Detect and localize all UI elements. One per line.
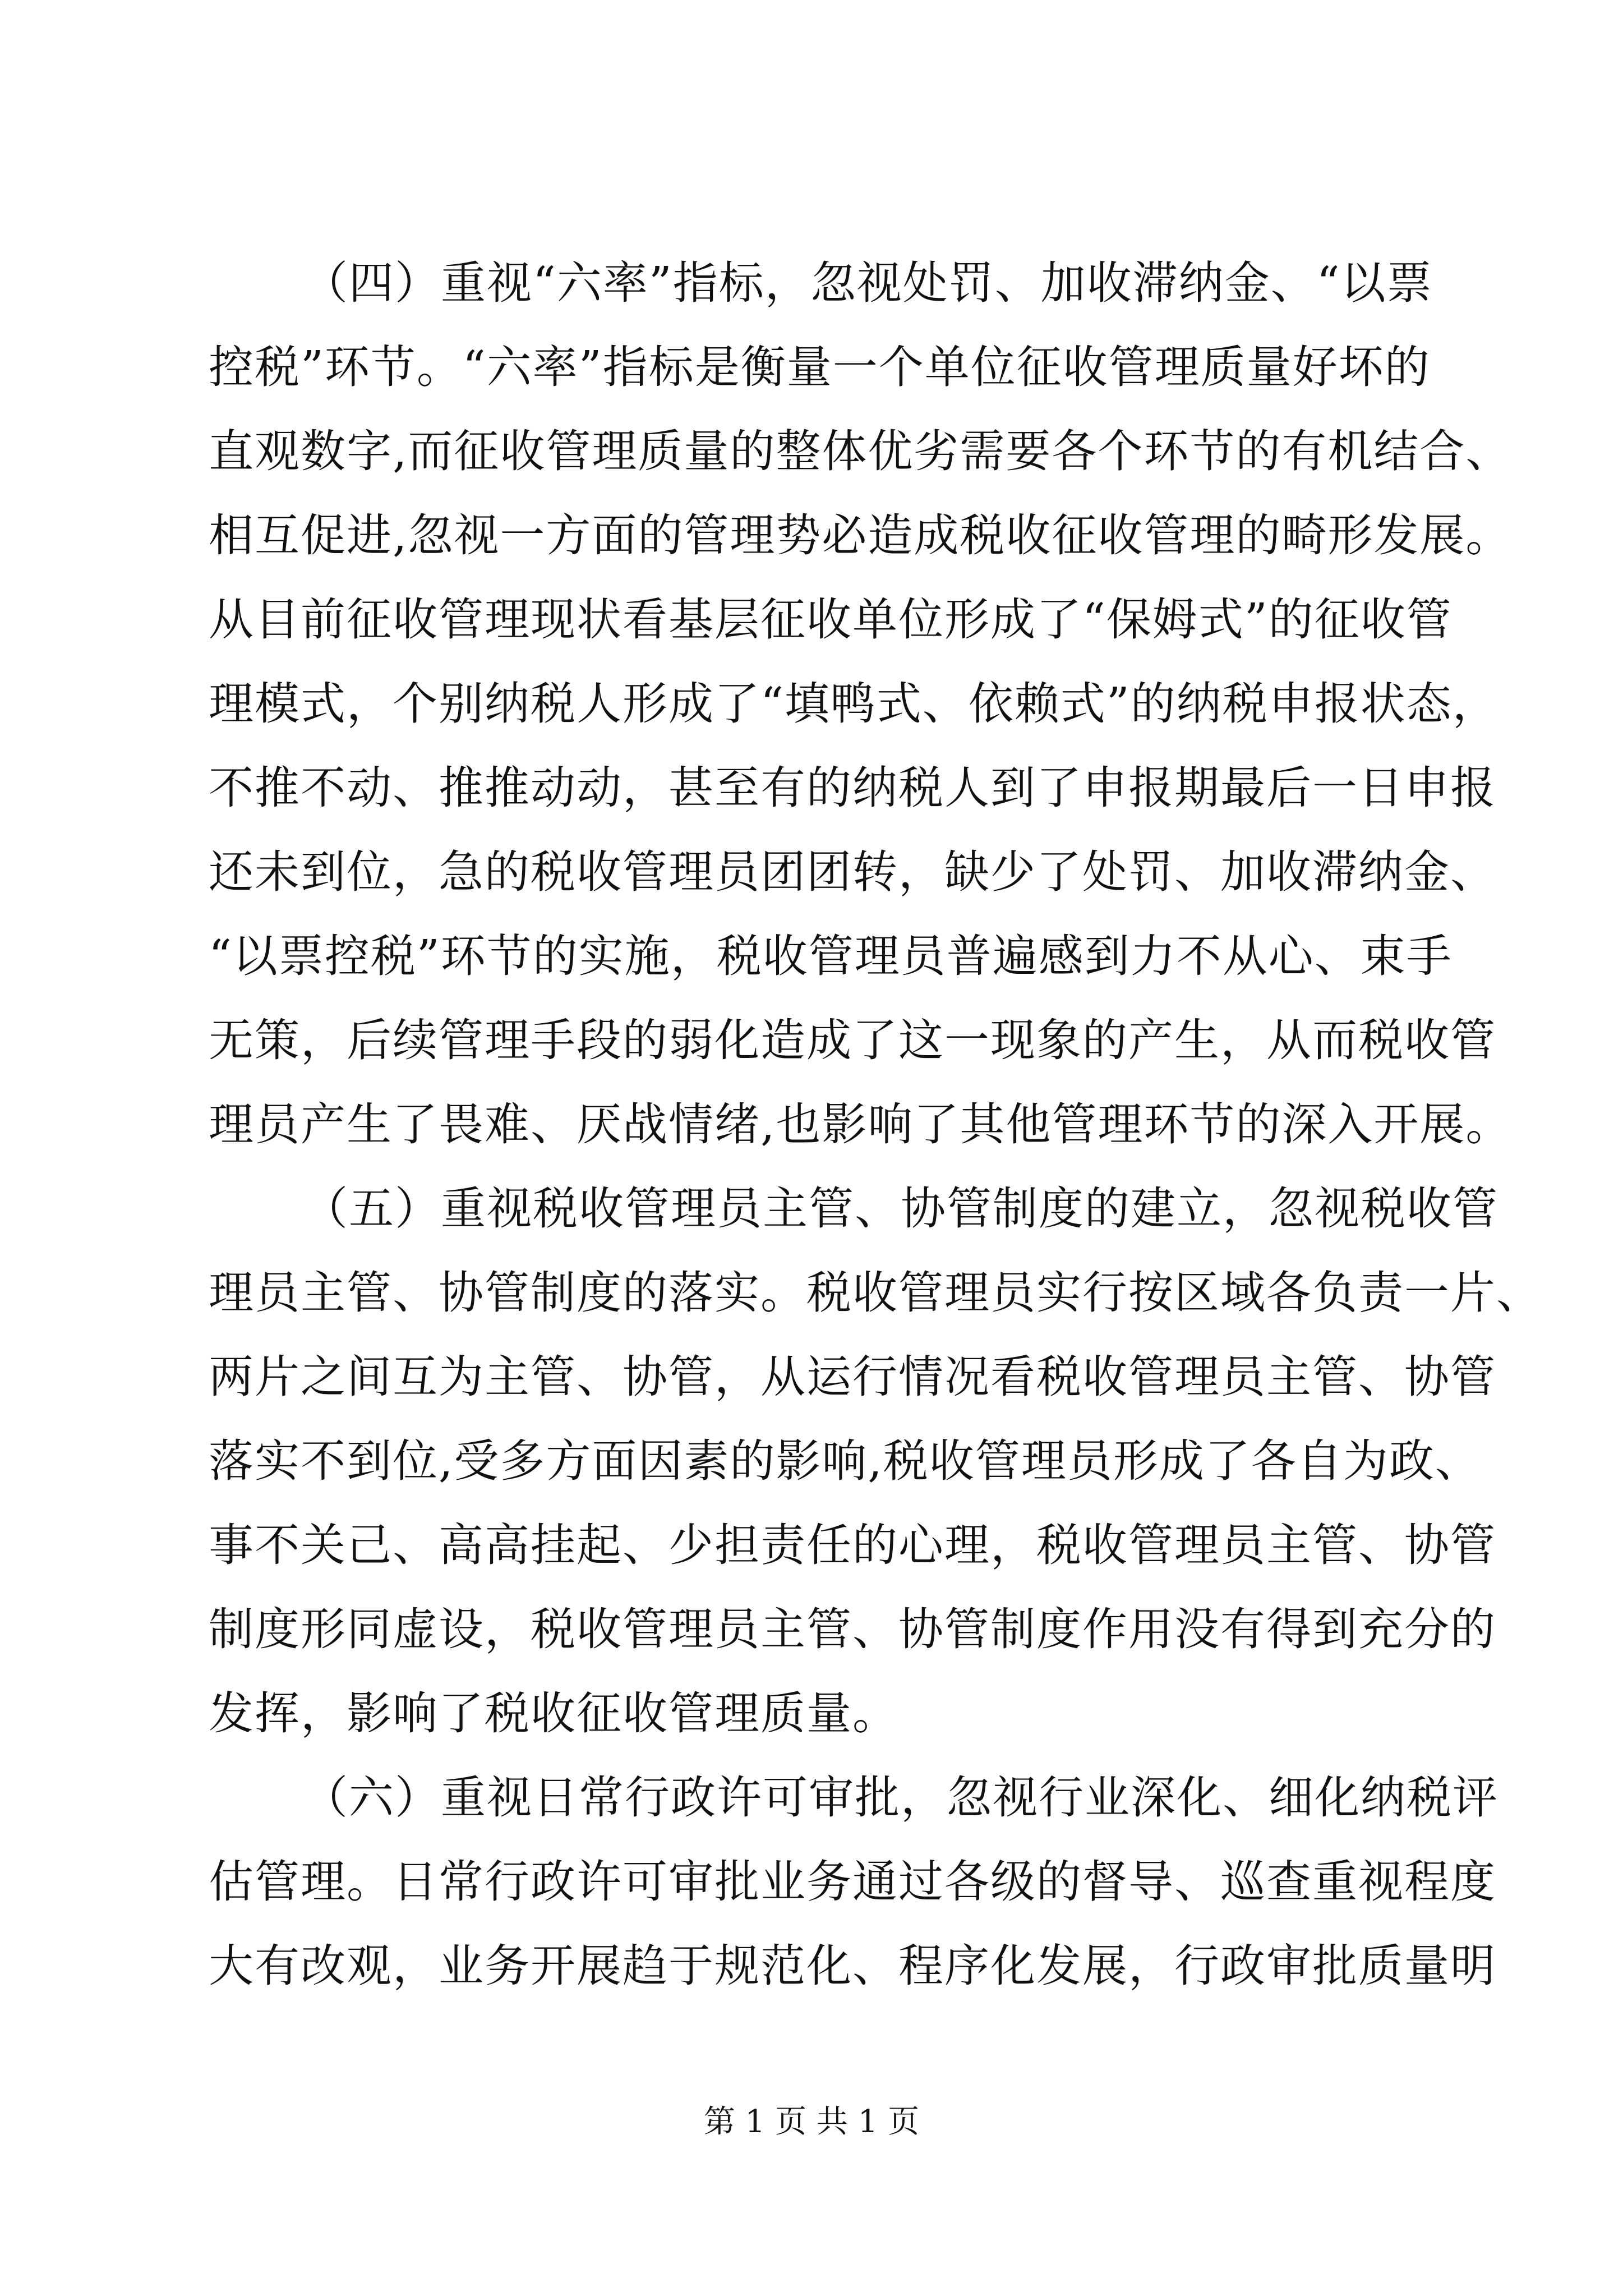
paragraph-4-line: 理模式，个别纳税人形成了“填鸭式、依赖式”的纳税申报状态， <box>209 678 1498 730</box>
page-number-footer: 第 1 页 共 1 页 <box>703 2104 920 2140</box>
paragraph-5-heading-line: （五）重视税收管理员主管、协管制度的建立，忽视税收管 <box>303 1182 1498 1235</box>
paragraph-4-line: 不推不动、推推动动，甚至有的纳税人到了申报期最后一日申报 <box>209 762 1496 814</box>
paragraph-4-line: 从目前征收管理现状看基层征收单位形成了“保姆式”的征收管 <box>209 593 1453 646</box>
paragraph-4-line: “以票控税”环节的实施，税收管理员普遍感到力不从心、束手 <box>209 930 1453 982</box>
paragraph-6-line: 大有改观，业务开展趋于规范化、程序化发展，行政审批质量明 <box>209 1940 1496 1992</box>
paragraph-4-line: 直观数字,而征收管理质量的整体优劣需要各个环节的有机结合、 <box>209 425 1512 477</box>
paragraph-6-line: 估管理。日常行政许可审批业务通过各级的督导、巡查重视程度 <box>209 1856 1496 1908</box>
paragraph-6-heading-line: （六）重视日常行政许可审批，忽视行业深化、细化纳税评 <box>303 1772 1498 1824</box>
paragraph-4-line: 理员产生了畏难、厌战情绪,也影响了其他管理环节的深入开展。 <box>209 1098 1512 1151</box>
paragraph-4-line: 还未到位，急的税收管理员团团转，缺少了处罚、加收滞纳金、 <box>209 846 1496 898</box>
paragraph-4-line: 控税”环节。“六率”指标是衡量一个单位征收管理质量好坏的 <box>209 341 1431 393</box>
paragraph-5-line: 发挥，影响了税收征收管理质量。 <box>209 1687 898 1740</box>
paragraph-5-line: 两片之间互为主管、协管，从运行情况看税收管理员主管、协管 <box>209 1351 1496 1403</box>
paragraph-4-line: 相互促进,忽视一方面的管理势必造成税收征收管理的畸形发展。 <box>209 509 1512 562</box>
paragraph-5-line: 理员主管、协管制度的落实。税收管理员实行按区域各负责一片、 <box>209 1267 1542 1319</box>
paragraph-5-line: 制度形同虚设，税收管理员主管、协管制度作用没有得到充分的 <box>209 1603 1496 1655</box>
paragraph-4-heading-line: （四）重视“六率”指标，忽视处罚、加收滞纳金、“以票 <box>303 257 1433 309</box>
document-body <box>209 241 1542 2008</box>
paragraph-5-line: 事不关己、高高挂起、少担责任的心理，税收管理员主管、协管 <box>209 1519 1496 1571</box>
paragraph-5-line: 落实不到位,受多方面因素的影响,税收管理员形成了各自为政、 <box>209 1435 1481 1487</box>
paragraph-4-line: 无策，后续管理手段的弱化造成了这一现象的产生，从而税收管 <box>209 1014 1496 1066</box>
